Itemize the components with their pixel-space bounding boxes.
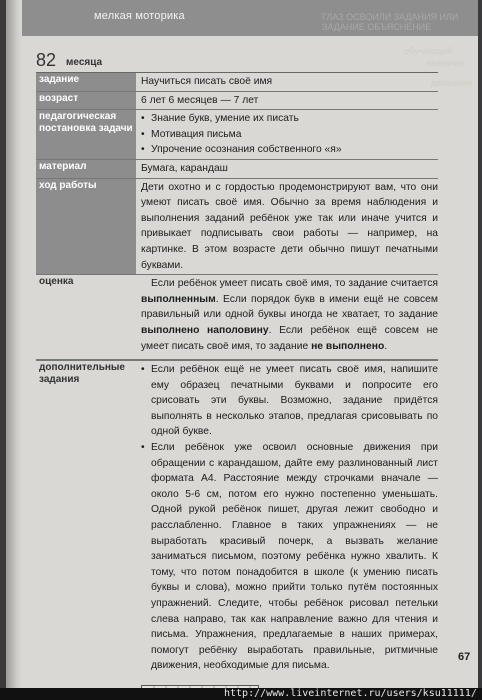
bleed-through-text: обучающий bbox=[404, 46, 453, 56]
row-material bbox=[36, 160, 438, 179]
book-spine-shadow bbox=[6, 0, 22, 688]
value-task: Научиться писать своё имя bbox=[141, 76, 273, 87]
page-number: 67 bbox=[458, 651, 471, 663]
evaluation-not-done: не выполнено bbox=[311, 340, 385, 352]
label-evaluation: оценка bbox=[39, 276, 74, 288]
row-evaluation bbox=[36, 275, 438, 361]
source-url-watermark: http://www.liveinternet.ru/users/ksu11111/ bbox=[224, 688, 477, 699]
goal-item: • Знание букв, умение их писать bbox=[141, 111, 438, 127]
value-procedure: Дети охотно и с гордостью продемонстрируют вам, что они умеют писать своё имя. Обычно за время наблюдения и выполнения заданий ребёнок уже так или иначе учится и привыкает подписывать свои работы — например, на картинке. В этом возрасте дети обычно пишут печатными буквами. bbox=[141, 181, 438, 271]
activity-card bbox=[36, 52, 438, 688]
label-task: задание bbox=[36, 73, 136, 91]
bleed-through-text: движения bbox=[431, 78, 472, 88]
label-extra: дополнительные задания bbox=[39, 362, 125, 385]
row-extra bbox=[36, 361, 438, 675]
goal-item: • Упрочение осознания собственного «я» bbox=[141, 142, 438, 158]
goal-item: • Мотивация письма bbox=[141, 127, 438, 143]
header-bar bbox=[22, 0, 478, 36]
book-page bbox=[6, 0, 478, 688]
evaluation-text: . Если порядок букв в имени ещё не совсем правильный или одной буквы иногда не хватает, то задание bbox=[141, 293, 438, 321]
label-age: возраст bbox=[36, 92, 136, 110]
section-title: мелкая моторика bbox=[94, 10, 185, 22]
row-procedure bbox=[36, 179, 438, 276]
label-material: материал bbox=[36, 160, 136, 178]
extra-item: • Если ребёнок уже освоил основные движения при обращении с карандашом, дайте ему разлинованный лист формата А4. Расстояние между строчками вначале — около 5-6 см, потом его нужно постепенно уменьшать. Одной рукой ребёнок пишет, другая лежит свободно и расслабленно. Главное в таких упражнениях — не выработать красивый почерк, а вызвать желание заниматься письмом, поэтому ребёнка нужно хвалить. К тому, что потом понадобится в школе (к умению писать буквы и слова), можно прийти только путём постоянных упражнений. Следите, чтобы ребёнок рисовал петельки слева направо, так как направление важно для чтения и письма. Упражнения, предлагаемые в наших примерах, помогут ребёнку выработать правильные, ритмичные движения, необходимые для письма. bbox=[141, 440, 438, 674]
value-evaluation bbox=[136, 275, 438, 359]
evaluation-text: Если ребёнок умеет писать своё имя, то задание считается bbox=[151, 278, 438, 290]
value-extra bbox=[136, 361, 438, 675]
label-procedure: ход работы bbox=[36, 179, 136, 275]
bleed-through-text: название bbox=[426, 58, 465, 68]
bleed-through-header: ГЛАЗ ОСВОИЛИ ЗАДАНИЯ ИЛИ ЗАДАНИЕ ОБЪЯСНЕНИЕ bbox=[322, 12, 459, 32]
watermark-footer bbox=[0, 688, 482, 700]
evaluation-done: выполненным bbox=[141, 293, 216, 305]
age-number: 82 bbox=[36, 50, 57, 70]
evaluation-half: выполнено наполовину bbox=[141, 324, 269, 336]
value-goals bbox=[136, 110, 438, 159]
value-age: 6 лет 6 месяцев — 7 лет bbox=[141, 94, 259, 106]
label-goals: педагогическая постановка задачи bbox=[36, 110, 136, 159]
value-material: Бумага, карандаш bbox=[141, 162, 228, 174]
age-unit: месяца bbox=[66, 57, 103, 68]
evaluation-text: . bbox=[384, 340, 388, 352]
extra-item: • Если ребёнок ещё не умеет писать своё имя, напишите ему образец печатными буквами и попросите его срисовать эти буквы. Возможно, задание придётся выполнять в несколько этапов, предлагая срисовывать по одной букве. bbox=[141, 362, 438, 440]
evaluation-text: . Если ребёнок ещё совсем не умеет писать своё имя, то задание bbox=[141, 324, 439, 352]
row-task bbox=[36, 73, 438, 92]
row-age bbox=[36, 92, 438, 111]
card-title bbox=[36, 52, 438, 73]
row-goals bbox=[36, 110, 438, 160]
